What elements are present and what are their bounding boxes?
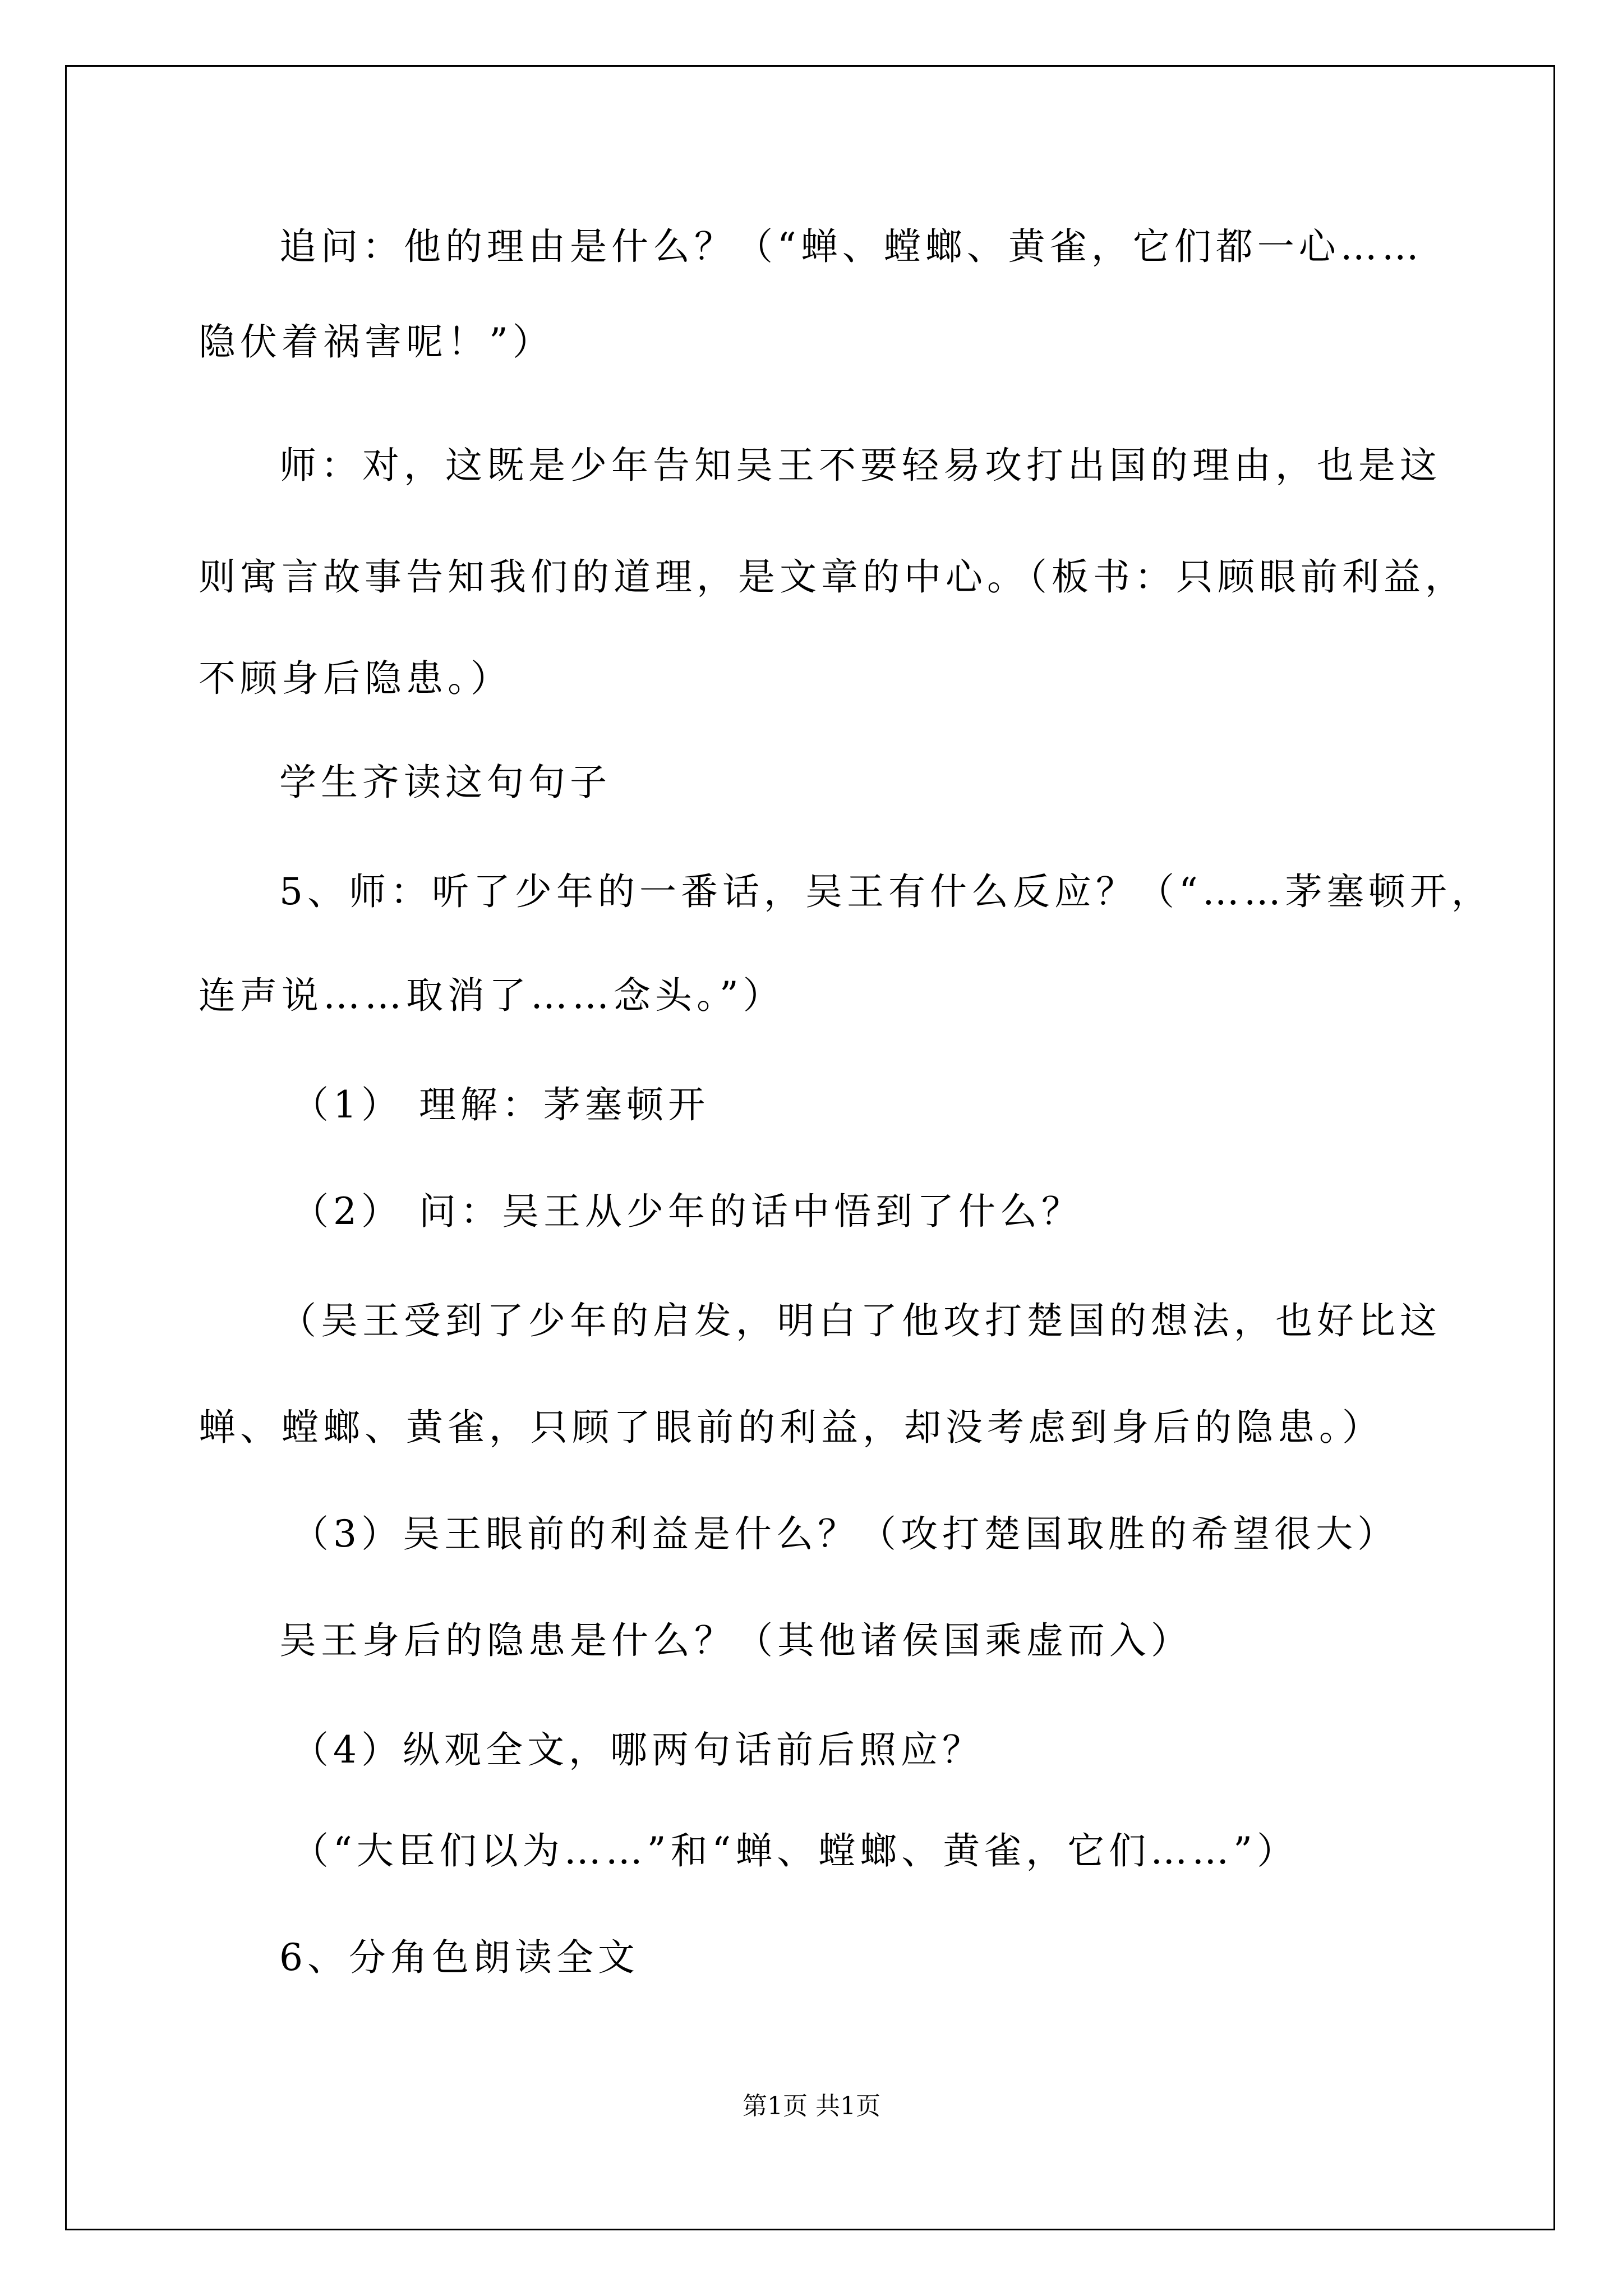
page-footer: 第1页 共1页 <box>743 2092 880 2120</box>
paragraph-line: （“大臣们以为……”和“蝉、螳螂、黄雀，它们……”） <box>292 1829 1298 1872</box>
paragraph-line: （2） 问：吴王从少年的话中悟到了什么？ <box>292 1190 1083 1233</box>
paragraph-line: 6、分角色朗读全文 <box>279 1936 639 1979</box>
paragraph-line: （1） 理解：茅塞顿开 <box>292 1083 709 1126</box>
paragraph-line: 学生齐读这句句子 <box>279 761 611 804</box>
paragraph-line: （3）吴王眼前的利益是什么？（攻打楚国取胜的希望很大） <box>292 1512 1399 1556</box>
paragraph-line: 蝉、螳螂、黄雀，只顾了眼前的利益，却没考虑到身后的隐患。） <box>199 1406 1384 1449</box>
paragraph-line: （吴王受到了少年的启发，明白了他攻打楚国的想法，也好比这 <box>279 1299 1441 1342</box>
page-border <box>65 65 1555 2230</box>
paragraph-line: 师：对，这既是少年告知吴王不要轻易攻打出国的理由，也是这 <box>279 444 1441 487</box>
paragraph-line: 隐伏着祸害呢！”） <box>199 320 554 364</box>
paragraph-line: 吴王身后的隐患是什么？（其他诸侯国乘虚而入） <box>279 1619 1192 1662</box>
paragraph-line: 追问：他的理由是什么？（“蝉、螳螂、黄雀，它们都一心…… <box>279 225 1423 268</box>
paragraph-line: 则寓言故事告知我们的道理，是文章的中心。（板书：只顾眼前利益， <box>199 555 1467 599</box>
paragraph-line: （4）纵观全文，哪两句话前后照应？ <box>292 1728 984 1772</box>
paragraph-line: 不顾身后隐患。） <box>199 657 512 700</box>
paragraph-line: 连声说……取消了……念头。”） <box>199 974 785 1017</box>
paragraph-line: 5、师：听了少年的一番话，吴王有什么反应？（“……茅塞顿开， <box>279 870 1493 913</box>
